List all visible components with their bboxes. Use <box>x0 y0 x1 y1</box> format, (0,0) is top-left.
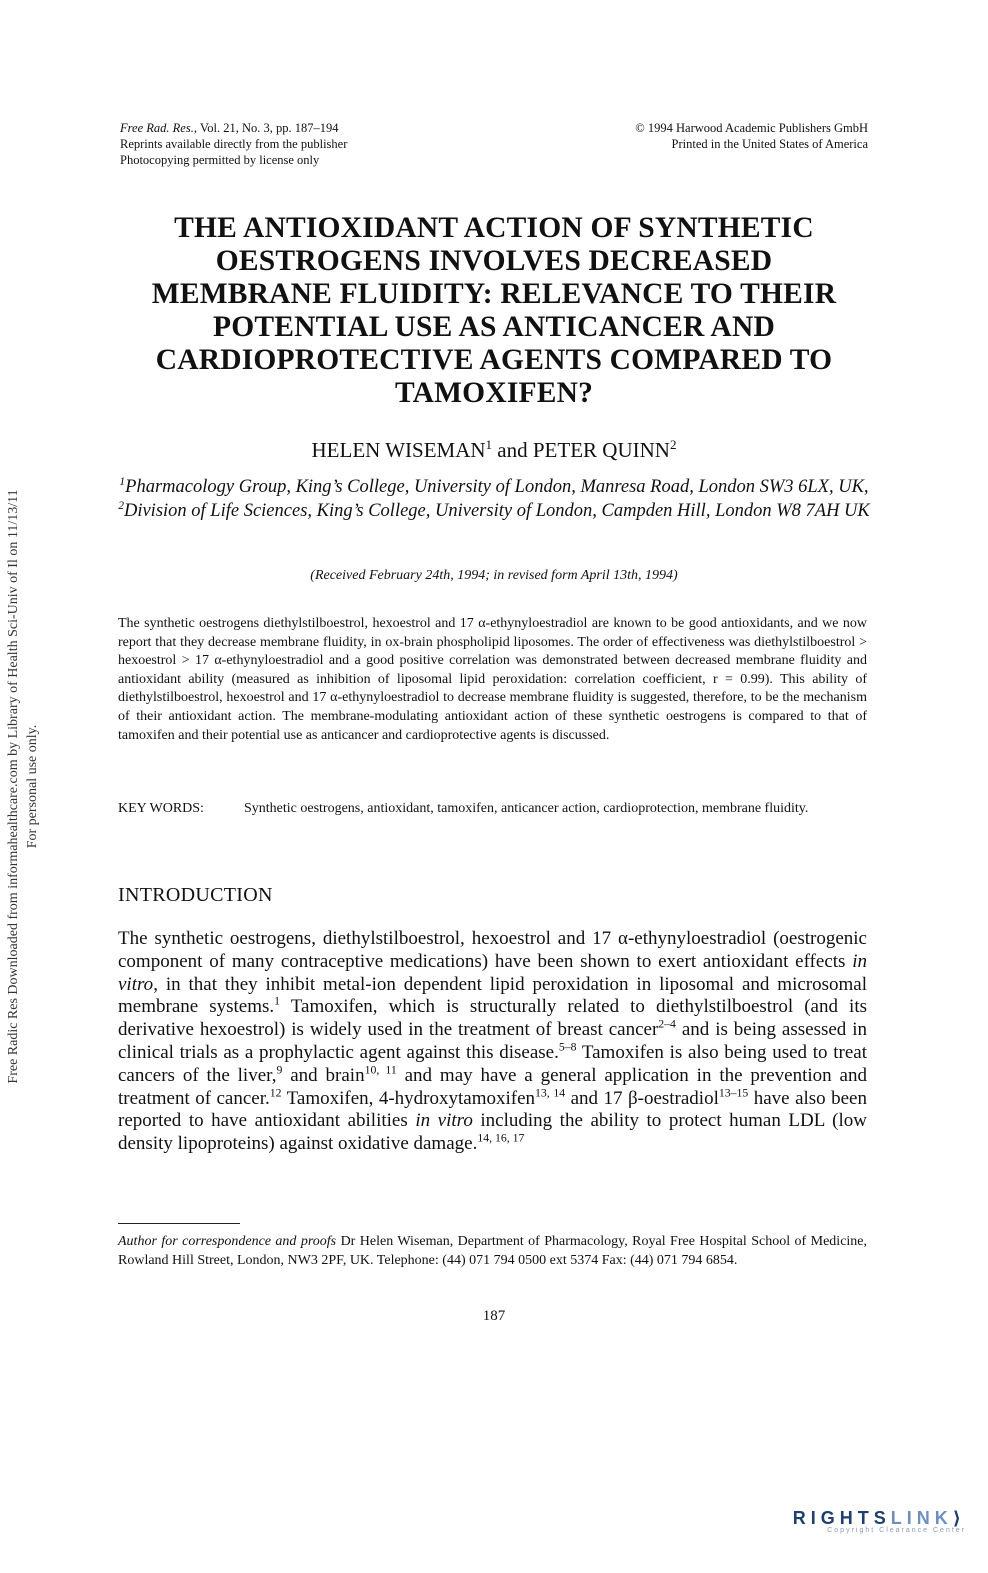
title-line: OESTROGENS INVOLVES DECREASED <box>215 245 773 277</box>
footnote-rule <box>118 1223 240 1224</box>
citation-ref: 12 <box>269 1086 282 1100</box>
citation-ref: 1 <box>274 995 281 1009</box>
watermark-line: For personal use only. <box>25 724 40 849</box>
affiliation-text: Division of Life Sciences, King’s College, University of London, Campden Hill, London W8 7AH UK <box>123 500 870 521</box>
footnote-text: Dr Helen Wiseman, Department of Pharmacology, Royal Free Hospital School of Medicine, Rowland Hill Street, London, NW3 2PF, UK. Telephone: (44) 071 794 0500 ext 5374 Fax: (44) 071 794 6854. <box>118 1234 868 1268</box>
citation-ref: 13, 14 <box>535 1086 566 1100</box>
text-run: The synthetic oestrogens, diethylstilboestrol, hexoestrol and 17 α-ethynyloestradiol (oestrogenic component of many contraceptive medications) have been shown to exert antioxidant effects <box>118 928 867 972</box>
title-line: MEMBRANE FLUIDITY: RELEVANCE TO THEIR <box>151 278 837 310</box>
journal-name: Free Rad. Res., <box>120 121 197 135</box>
text-run: and 17 β-oestradiol <box>565 1087 719 1109</box>
affiliation-marker: 1 <box>119 475 126 488</box>
author-list <box>110 438 878 463</box>
citation-ref: 14, 16, 17 <box>477 1131 525 1145</box>
download-watermark <box>4 0 42 1573</box>
title-line: CARDIOPROTECTIVE AGENTS COMPARED TO <box>155 344 833 376</box>
keywords-text: Synthetic oestrogens, antioxidant, tamoxifen, anticancer action, cardioprotection, membrane fluidity. <box>244 801 809 816</box>
affiliation-marker: 2 <box>118 499 124 512</box>
italic-run: in vitro <box>118 950 867 995</box>
affiliations <box>118 476 870 523</box>
paper-title <box>110 212 878 410</box>
citation-line <box>120 120 347 136</box>
text-run: Tamoxifen is also being used to treat cancers of the liver, <box>118 1041 867 1086</box>
received-dates: (Received February 24th, 1994; in revised form April 13th, 1994) <box>310 568 678 583</box>
text-run: including the ability to protect human LDL (low density lipoproteins) against oxidative damage. <box>118 1110 868 1155</box>
rightslink-subtitle: Copyright Clearance Center <box>827 1527 966 1534</box>
journal-citation-block <box>120 120 347 168</box>
affiliation-marker: 1 <box>485 437 493 452</box>
abstract: The synthetic oestrogens diethylstilboestrol, hexoestrol and 17 α-ethynyloestradiol are known to be good antioxidants, and we now report that they decrease membrane fluidity, in ox-brain phospholipid liposomes. The order of effectiveness was diethylstilboestrol > hexoestrol > 17 α-ethynyloestradiol and a good positive correlation was demonstrated between decreased membrane fluidity and antioxidant ability (measured as inhibition of liposomal lipid peroxidation: correlation coefficient, r = 0.99). This ability of diethylstilboestrol, hexoestrol and 17 α-ethynyloestradiol to decrease membrane fluidity is suggested, therefore, to be the mechanism of their antioxidant action. The membrane-modulating antioxidant action of these synthetic oestrogens is compared to that of tamoxifen and their potential use as anticancer and cardioprotective agents is discussed. <box>118 616 867 743</box>
rightslink-wordmark <box>793 1508 966 1529</box>
section-heading: INTRODUCTION <box>118 884 273 906</box>
correspondence-footnote <box>118 1233 867 1270</box>
citation-ref: 9 <box>276 1063 283 1077</box>
copyright-line: © 1994 Harwood Academic Publishers GmbH <box>635 121 868 135</box>
title-line: THE ANTIOXIDANT ACTION OF SYNTHETIC <box>174 212 814 244</box>
rightslink-chevron-icon: ⟩ <box>952 1508 966 1528</box>
citation-ref: 2–4 <box>658 1017 676 1031</box>
keywords <box>118 800 867 819</box>
title-line: TAMOXIFEN? <box>394 377 594 409</box>
reprints-note: Reprints available directly from the publisher <box>120 137 348 151</box>
text-run: and brain <box>282 1064 365 1086</box>
watermark-line: Free Radic Res Downloaded from informahealthcare.com by Library of Health Sci-Univ of Il on 11/13/11 <box>6 489 21 1084</box>
text-run: Tamoxifen, 4-hydroxytamoxifen <box>281 1087 536 1109</box>
photocopying-note: Photocopying permitted by license only <box>120 153 320 167</box>
rightslink-light: LINK <box>890 1508 953 1528</box>
text-run: Tamoxifen, which is structurally related to diethylstilboestrol (and its derivative hexoestrol) is widely used in the treatment of breast cancer <box>118 996 868 1041</box>
author-conjunction: and <box>492 438 533 462</box>
citation-ref: 10, 11 <box>364 1063 397 1077</box>
citation-ref: 5–8 <box>558 1040 577 1054</box>
rightslink-logo[interactable] <box>793 1508 966 1534</box>
printed-line: Printed in the United States of America <box>671 137 868 151</box>
text-run: have also been reported to have antioxidant abilities <box>118 1087 867 1132</box>
introduction-paragraph <box>118 928 867 1156</box>
author-name: PETER QUINN <box>532 438 670 462</box>
text-run: , in that they inhibit metal-ion dependent lipid peroxidation in liposomal and microsomal membrane systems. <box>118 973 867 1018</box>
affiliation-marker: 2 <box>669 437 677 452</box>
title-line: POTENTIAL USE AS ANTICANCER AND <box>213 311 775 343</box>
text-run: and may have a general application in the prevention and treatment of cancer. <box>118 1064 867 1109</box>
volume-info: Vol. 21, No. 3, pp. 187–194 <box>196 121 339 135</box>
affiliation-text: Pharmacology Group, King’s College, University of London, Manresa Road, London SW3 6LX, UK, <box>125 477 869 497</box>
rightslink-dark: RIGHTS <box>792 1508 891 1528</box>
keywords-label: KEY WORDS: <box>118 801 204 816</box>
publisher-block <box>635 120 868 152</box>
italic-run: in vitro <box>415 1110 473 1132</box>
page-number: 187 <box>482 1308 506 1324</box>
author-name: HELEN WISEMAN <box>311 438 486 462</box>
text-run: and is being assessed in clinical trials as a prophylactic agent against this disease. <box>118 1019 867 1063</box>
footnote-lead: Author for correspondence and proofs <box>118 1234 337 1249</box>
citation-ref: 13–15 <box>718 1086 749 1100</box>
